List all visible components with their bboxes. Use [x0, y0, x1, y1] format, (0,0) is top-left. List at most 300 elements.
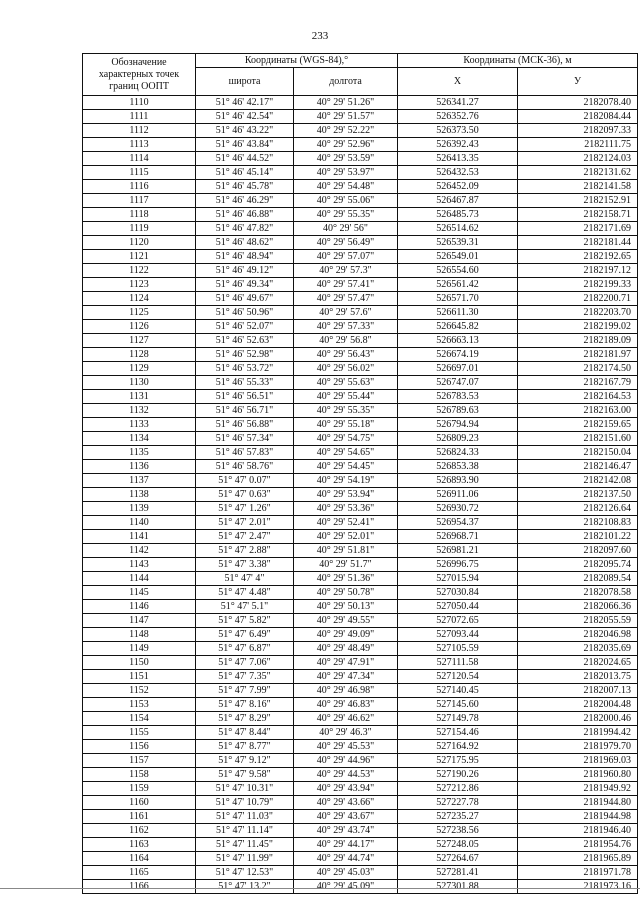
longitude-cell: 40° 29' 47.34"	[294, 670, 398, 684]
x-cell: 526893.90	[398, 474, 518, 488]
y-cell: 2182004.48	[518, 698, 638, 712]
y-cell: 2181979.70	[518, 740, 638, 754]
x-cell: 526467.87	[398, 194, 518, 208]
table-row	[83, 544, 638, 558]
longitude-cell: 40° 29' 47.91"	[294, 656, 398, 670]
y-cell: 2182055.59	[518, 614, 638, 628]
point-id-cell: 1115	[83, 166, 196, 180]
longitude-cell: 40° 29' 57.3"	[294, 264, 398, 278]
point-id-cell: 1140	[83, 516, 196, 530]
point-id-cell: 1145	[83, 586, 196, 600]
latitude-cell: 51° 46' 47.82"	[196, 222, 294, 236]
latitude-cell: 51° 46' 48.62"	[196, 236, 294, 250]
latitude-cell: 51° 47' 7.99"	[196, 684, 294, 698]
longitude-cell: 40° 29' 56"	[294, 222, 398, 236]
longitude-cell: 40° 29' 44.17"	[294, 838, 398, 852]
point-id-cell: 1157	[83, 754, 196, 768]
table-row	[83, 768, 638, 782]
y-cell: 2182150.04	[518, 446, 638, 460]
x-cell: 527235.27	[398, 810, 518, 824]
y-cell: 2182097.33	[518, 124, 638, 138]
point-id-cell: 1154	[83, 712, 196, 726]
latitude-cell: 51° 47' 1.26"	[196, 502, 294, 516]
point-id-cell: 1158	[83, 768, 196, 782]
point-id-cell: 1129	[83, 362, 196, 376]
longitude-cell: 40° 29' 55.35"	[294, 404, 398, 418]
table-row	[83, 348, 638, 362]
table-row	[83, 684, 638, 698]
table-row	[83, 446, 638, 460]
x-cell: 527175.95	[398, 754, 518, 768]
y-cell: 2182199.33	[518, 278, 638, 292]
longitude-cell: 40° 29' 53.59"	[294, 152, 398, 166]
x-cell: 526809.23	[398, 432, 518, 446]
x-cell: 526968.71	[398, 530, 518, 544]
longitude-cell: 40° 29' 51.7"	[294, 558, 398, 572]
latitude-cell: 51° 46' 52.63"	[196, 334, 294, 348]
x-cell: 527030.84	[398, 586, 518, 600]
longitude-cell: 40° 29' 45.53"	[294, 740, 398, 754]
latitude-cell: 51° 46' 56.51"	[196, 390, 294, 404]
y-cell: 2182167.79	[518, 376, 638, 390]
latitude-cell: 51° 46' 50.96"	[196, 306, 294, 320]
longitude-cell: 40° 29' 57.41"	[294, 278, 398, 292]
longitude-cell: 40° 29' 51.57"	[294, 110, 398, 124]
point-id-cell: 1133	[83, 418, 196, 432]
longitude-cell: 40° 29' 53.94"	[294, 488, 398, 502]
point-id-cell: 1146	[83, 600, 196, 614]
y-cell: 2182189.09	[518, 334, 638, 348]
table-row	[83, 306, 638, 320]
longitude-cell: 40° 29' 56.8"	[294, 334, 398, 348]
longitude-cell: 40° 29' 46.62"	[294, 712, 398, 726]
y-cell: 2182181.97	[518, 348, 638, 362]
latitude-cell: 51° 47' 6.87"	[196, 642, 294, 656]
longitude-cell: 40° 29' 52.96"	[294, 138, 398, 152]
point-id-cell: 1112	[83, 124, 196, 138]
table-row	[83, 362, 638, 376]
point-id-cell: 1144	[83, 572, 196, 586]
x-cell: 527154.46	[398, 726, 518, 740]
table-row	[83, 194, 638, 208]
x-cell: 526783.53	[398, 390, 518, 404]
y-cell: 2182137.50	[518, 488, 638, 502]
table-row	[83, 278, 638, 292]
longitude-cell: 40° 29' 57.47"	[294, 292, 398, 306]
latitude-cell: 51° 46' 56.88"	[196, 418, 294, 432]
x-cell: 527264.67	[398, 852, 518, 866]
table-row	[83, 586, 638, 600]
point-id-cell: 1114	[83, 152, 196, 166]
y-cell: 2182108.83	[518, 516, 638, 530]
y-cell: 2182203.70	[518, 306, 638, 320]
table-row	[83, 390, 638, 404]
latitude-cell: 51° 47' 11.99"	[196, 852, 294, 866]
longitude-cell: 40° 29' 48.49"	[294, 642, 398, 656]
y-cell: 2182013.75	[518, 670, 638, 684]
x-cell: 527015.94	[398, 572, 518, 586]
y-cell: 2182151.60	[518, 432, 638, 446]
longitude-cell: 40° 29' 55.06"	[294, 194, 398, 208]
point-id-cell: 1162	[83, 824, 196, 838]
point-id-cell: 1166	[83, 880, 196, 894]
x-cell: 526549.01	[398, 250, 518, 264]
longitude-cell: 40° 29' 54.75"	[294, 432, 398, 446]
x-cell: 526674.19	[398, 348, 518, 362]
latitude-cell: 51° 47' 10.79"	[196, 796, 294, 810]
x-cell: 526432.53	[398, 166, 518, 180]
x-cell: 527164.92	[398, 740, 518, 754]
table-row	[83, 516, 638, 530]
table-row	[83, 124, 638, 138]
x-cell: 527248.05	[398, 838, 518, 852]
x-cell: 526794.94	[398, 418, 518, 432]
longitude-cell: 40° 29' 57.33"	[294, 320, 398, 334]
longitude-cell: 40° 29' 49.55"	[294, 614, 398, 628]
table-row	[83, 432, 638, 446]
y-cell: 2182200.71	[518, 292, 638, 306]
y-cell: 2182089.54	[518, 572, 638, 586]
point-id-cell: 1136	[83, 460, 196, 474]
x-cell: 526853.38	[398, 460, 518, 474]
point-id-cell: 1142	[83, 544, 196, 558]
x-cell: 526930.72	[398, 502, 518, 516]
latitude-cell: 51° 47' 2.01"	[196, 516, 294, 530]
table-row	[83, 572, 638, 586]
longitude-cell: 40° 29' 49.09"	[294, 628, 398, 642]
latitude-cell: 51° 46' 42.17"	[196, 96, 294, 110]
x-cell: 527281.41	[398, 866, 518, 880]
latitude-cell: 51° 47' 4.48"	[196, 586, 294, 600]
x-cell: 527145.60	[398, 698, 518, 712]
y-cell: 2182000.46	[518, 712, 638, 726]
x-cell: 526645.82	[398, 320, 518, 334]
latitude-cell: 51° 47' 5.1"	[196, 600, 294, 614]
latitude-cell: 51° 47' 8.16"	[196, 698, 294, 712]
longitude-cell: 40° 29' 46.3"	[294, 726, 398, 740]
latitude-cell: 51° 46' 53.72"	[196, 362, 294, 376]
table-row	[83, 600, 638, 614]
longitude-cell: 40° 29' 44.53"	[294, 768, 398, 782]
point-id-cell: 1150	[83, 656, 196, 670]
table-row	[83, 726, 638, 740]
y-cell: 2182097.60	[518, 544, 638, 558]
point-id-cell: 1118	[83, 208, 196, 222]
table-row	[83, 782, 638, 796]
y-cell: 2182141.58	[518, 180, 638, 194]
y-cell: 2181946.40	[518, 824, 638, 838]
longitude-cell: 40° 29' 52.41"	[294, 516, 398, 530]
latitude-cell: 51° 46' 45.78"	[196, 180, 294, 194]
point-id-cell: 1135	[83, 446, 196, 460]
y-cell: 2182046.98	[518, 628, 638, 642]
point-id-cell: 1164	[83, 852, 196, 866]
point-id-cell: 1151	[83, 670, 196, 684]
table-row	[83, 474, 638, 488]
table-row	[83, 838, 638, 852]
y-cell: 2182197.12	[518, 264, 638, 278]
y-cell: 2182163.00	[518, 404, 638, 418]
x-cell: 527301.88	[398, 880, 518, 894]
y-cell: 2182024.65	[518, 656, 638, 670]
latitude-cell: 51° 46' 49.12"	[196, 264, 294, 278]
table-row	[83, 530, 638, 544]
x-cell: 526981.21	[398, 544, 518, 558]
table-row	[83, 292, 638, 306]
y-cell: 2181944.80	[518, 796, 638, 810]
latitude-cell: 51° 46' 57.83"	[196, 446, 294, 460]
header-x: X	[398, 68, 518, 96]
point-id-cell: 1155	[83, 726, 196, 740]
y-cell: 2182084.44	[518, 110, 638, 124]
latitude-cell: 51° 46' 56.71"	[196, 404, 294, 418]
y-cell: 2182078.58	[518, 586, 638, 600]
table-row	[83, 138, 638, 152]
y-cell: 2182131.62	[518, 166, 638, 180]
table-row	[83, 656, 638, 670]
point-id-cell: 1126	[83, 320, 196, 334]
longitude-cell: 40° 29' 45.09"	[294, 880, 398, 894]
latitude-cell: 51° 46' 55.33"	[196, 376, 294, 390]
latitude-cell: 51° 47' 8.29"	[196, 712, 294, 726]
point-id-cell: 1143	[83, 558, 196, 572]
longitude-cell: 40° 29' 43.94"	[294, 782, 398, 796]
y-cell: 2182171.69	[518, 222, 638, 236]
y-cell: 2181965.89	[518, 852, 638, 866]
y-cell: 2182095.74	[518, 558, 638, 572]
y-cell: 2182124.03	[518, 152, 638, 166]
table-row	[83, 796, 638, 810]
point-id-cell: 1132	[83, 404, 196, 418]
latitude-cell: 51° 46' 46.29"	[196, 194, 294, 208]
latitude-cell: 51° 47' 7.35"	[196, 670, 294, 684]
x-cell: 527140.45	[398, 684, 518, 698]
y-cell: 2181969.03	[518, 754, 638, 768]
point-id-cell: 1123	[83, 278, 196, 292]
x-cell: 526824.33	[398, 446, 518, 460]
point-id-cell: 1152	[83, 684, 196, 698]
latitude-cell: 51° 46' 49.34"	[196, 278, 294, 292]
latitude-cell: 51° 47' 2.88"	[196, 544, 294, 558]
table-row	[83, 488, 638, 502]
longitude-cell: 40° 29' 51.26"	[294, 96, 398, 110]
y-cell: 2182181.44	[518, 236, 638, 250]
longitude-cell: 40° 29' 56.49"	[294, 236, 398, 250]
table-row	[83, 222, 638, 236]
latitude-cell: 51° 46' 44.52"	[196, 152, 294, 166]
latitude-cell: 51° 47' 2.47"	[196, 530, 294, 544]
header-latitude: широта	[196, 68, 294, 96]
x-cell: 526554.60	[398, 264, 518, 278]
latitude-cell: 51° 47' 9.58"	[196, 768, 294, 782]
longitude-cell: 40° 29' 53.36"	[294, 502, 398, 516]
latitude-cell: 51° 47' 4"	[196, 572, 294, 586]
latitude-cell: 51° 47' 3.38"	[196, 558, 294, 572]
point-id-cell: 1153	[83, 698, 196, 712]
table-row	[83, 460, 638, 474]
y-cell: 2182199.02	[518, 320, 638, 334]
x-cell: 526697.01	[398, 362, 518, 376]
longitude-cell: 40° 29' 44.96"	[294, 754, 398, 768]
table-row	[83, 558, 638, 572]
point-id-cell: 1139	[83, 502, 196, 516]
x-cell: 527238.56	[398, 824, 518, 838]
longitude-cell: 40° 29' 54.48"	[294, 180, 398, 194]
x-cell: 526452.09	[398, 180, 518, 194]
point-id-cell: 1122	[83, 264, 196, 278]
x-cell: 526392.43	[398, 138, 518, 152]
x-cell: 526789.63	[398, 404, 518, 418]
table-row	[83, 236, 638, 250]
x-cell: 527120.54	[398, 670, 518, 684]
latitude-cell: 51° 47' 0.63"	[196, 488, 294, 502]
point-id-cell: 1128	[83, 348, 196, 362]
longitude-cell: 40° 29' 50.13"	[294, 600, 398, 614]
latitude-cell: 51° 46' 52.07"	[196, 320, 294, 334]
y-cell: 2182066.36	[518, 600, 638, 614]
longitude-cell: 40° 29' 57.07"	[294, 250, 398, 264]
longitude-cell: 40° 29' 57.6"	[294, 306, 398, 320]
x-cell: 527105.59	[398, 642, 518, 656]
table-row	[83, 628, 638, 642]
table-row	[83, 208, 638, 222]
point-id-cell: 1113	[83, 138, 196, 152]
point-id-cell: 1134	[83, 432, 196, 446]
point-id-cell: 1127	[83, 334, 196, 348]
latitude-cell: 51° 47' 11.14"	[196, 824, 294, 838]
longitude-cell: 40° 29' 51.81"	[294, 544, 398, 558]
latitude-cell: 51° 46' 49.67"	[196, 292, 294, 306]
latitude-cell: 51° 47' 11.03"	[196, 810, 294, 824]
x-cell: 527190.26	[398, 768, 518, 782]
point-id-cell: 1111	[83, 110, 196, 124]
table-header	[83, 54, 638, 96]
table-row	[83, 166, 638, 180]
y-cell: 2182007.13	[518, 684, 638, 698]
table-row	[83, 320, 638, 334]
point-id-cell: 1159	[83, 782, 196, 796]
y-cell: 2182164.53	[518, 390, 638, 404]
point-id-cell: 1165	[83, 866, 196, 880]
x-cell: 526514.62	[398, 222, 518, 236]
latitude-cell: 51° 46' 43.84"	[196, 138, 294, 152]
latitude-cell: 51° 46' 52.98"	[196, 348, 294, 362]
y-cell: 2182035.69	[518, 642, 638, 656]
point-id-cell: 1121	[83, 250, 196, 264]
x-cell: 526571.70	[398, 292, 518, 306]
page-bottom-rule	[0, 888, 640, 889]
x-cell: 526911.06	[398, 488, 518, 502]
point-id-cell: 1120	[83, 236, 196, 250]
latitude-cell: 51° 47' 0.07"	[196, 474, 294, 488]
latitude-cell: 51° 47' 5.82"	[196, 614, 294, 628]
longitude-cell: 40° 29' 54.65"	[294, 446, 398, 460]
table-row	[83, 740, 638, 754]
point-id-cell: 1117	[83, 194, 196, 208]
header-designation: Обозначение характерных точек границ ООПТ	[83, 54, 196, 96]
point-id-cell: 1131	[83, 390, 196, 404]
x-cell: 526747.07	[398, 376, 518, 390]
table-body	[83, 96, 638, 894]
longitude-cell: 40° 29' 45.03"	[294, 866, 398, 880]
longitude-cell: 40° 29' 43.74"	[294, 824, 398, 838]
point-id-cell: 1148	[83, 628, 196, 642]
latitude-cell: 51° 47' 10.31"	[196, 782, 294, 796]
y-cell: 2181973.16	[518, 880, 638, 894]
x-cell: 527149.78	[398, 712, 518, 726]
point-id-cell: 1149	[83, 642, 196, 656]
longitude-cell: 40° 29' 54.19"	[294, 474, 398, 488]
x-cell: 526352.76	[398, 110, 518, 124]
table-row	[83, 670, 638, 684]
latitude-cell: 51° 47' 7.06"	[196, 656, 294, 670]
y-cell: 2181954.76	[518, 838, 638, 852]
x-cell: 527212.86	[398, 782, 518, 796]
y-cell: 2182142.08	[518, 474, 638, 488]
x-cell: 526954.37	[398, 516, 518, 530]
y-cell: 2182146.47	[518, 460, 638, 474]
longitude-cell: 40° 29' 43.66"	[294, 796, 398, 810]
x-cell: 526611.30	[398, 306, 518, 320]
point-id-cell: 1163	[83, 838, 196, 852]
table-row	[83, 852, 638, 866]
longitude-cell: 40° 29' 55.44"	[294, 390, 398, 404]
x-cell: 526539.31	[398, 236, 518, 250]
table-row	[83, 754, 638, 768]
table-row	[83, 866, 638, 880]
latitude-cell: 51° 46' 42.54"	[196, 110, 294, 124]
y-cell: 2182078.40	[518, 96, 638, 110]
latitude-cell: 51° 46' 43.22"	[196, 124, 294, 138]
point-id-cell: 1160	[83, 796, 196, 810]
y-cell: 2182159.65	[518, 418, 638, 432]
x-cell: 526485.73	[398, 208, 518, 222]
latitude-cell: 51° 47' 12.53"	[196, 866, 294, 880]
point-id-cell: 1119	[83, 222, 196, 236]
latitude-cell: 51° 46' 45.14"	[196, 166, 294, 180]
longitude-cell: 40° 29' 52.22"	[294, 124, 398, 138]
point-id-cell: 1124	[83, 292, 196, 306]
point-id-cell: 1137	[83, 474, 196, 488]
header-longitude: долгота	[294, 68, 398, 96]
header-wgs: Координаты (WGS-84),°	[196, 54, 398, 68]
longitude-cell: 40° 29' 55.63"	[294, 376, 398, 390]
table-row	[83, 614, 638, 628]
y-cell: 2182192.65	[518, 250, 638, 264]
longitude-cell: 40° 29' 55.35"	[294, 208, 398, 222]
y-cell: 2182152.91	[518, 194, 638, 208]
latitude-cell: 51° 47' 11.45"	[196, 838, 294, 852]
table-row	[83, 180, 638, 194]
table-row	[83, 824, 638, 838]
point-id-cell: 1141	[83, 530, 196, 544]
latitude-cell: 51° 47' 9.12"	[196, 754, 294, 768]
y-cell: 2182101.22	[518, 530, 638, 544]
y-cell: 2181960.80	[518, 768, 638, 782]
latitude-cell: 51° 47' 8.44"	[196, 726, 294, 740]
table-row	[83, 152, 638, 166]
latitude-cell: 51° 46' 48.94"	[196, 250, 294, 264]
table-row	[83, 96, 638, 110]
longitude-cell: 40° 29' 50.78"	[294, 586, 398, 600]
longitude-cell: 40° 29' 46.98"	[294, 684, 398, 698]
longitude-cell: 40° 29' 53.97"	[294, 166, 398, 180]
x-cell: 527111.58	[398, 656, 518, 670]
point-id-cell: 1156	[83, 740, 196, 754]
x-cell: 526341.27	[398, 96, 518, 110]
point-id-cell: 1138	[83, 488, 196, 502]
longitude-cell: 40° 29' 44.74"	[294, 852, 398, 866]
